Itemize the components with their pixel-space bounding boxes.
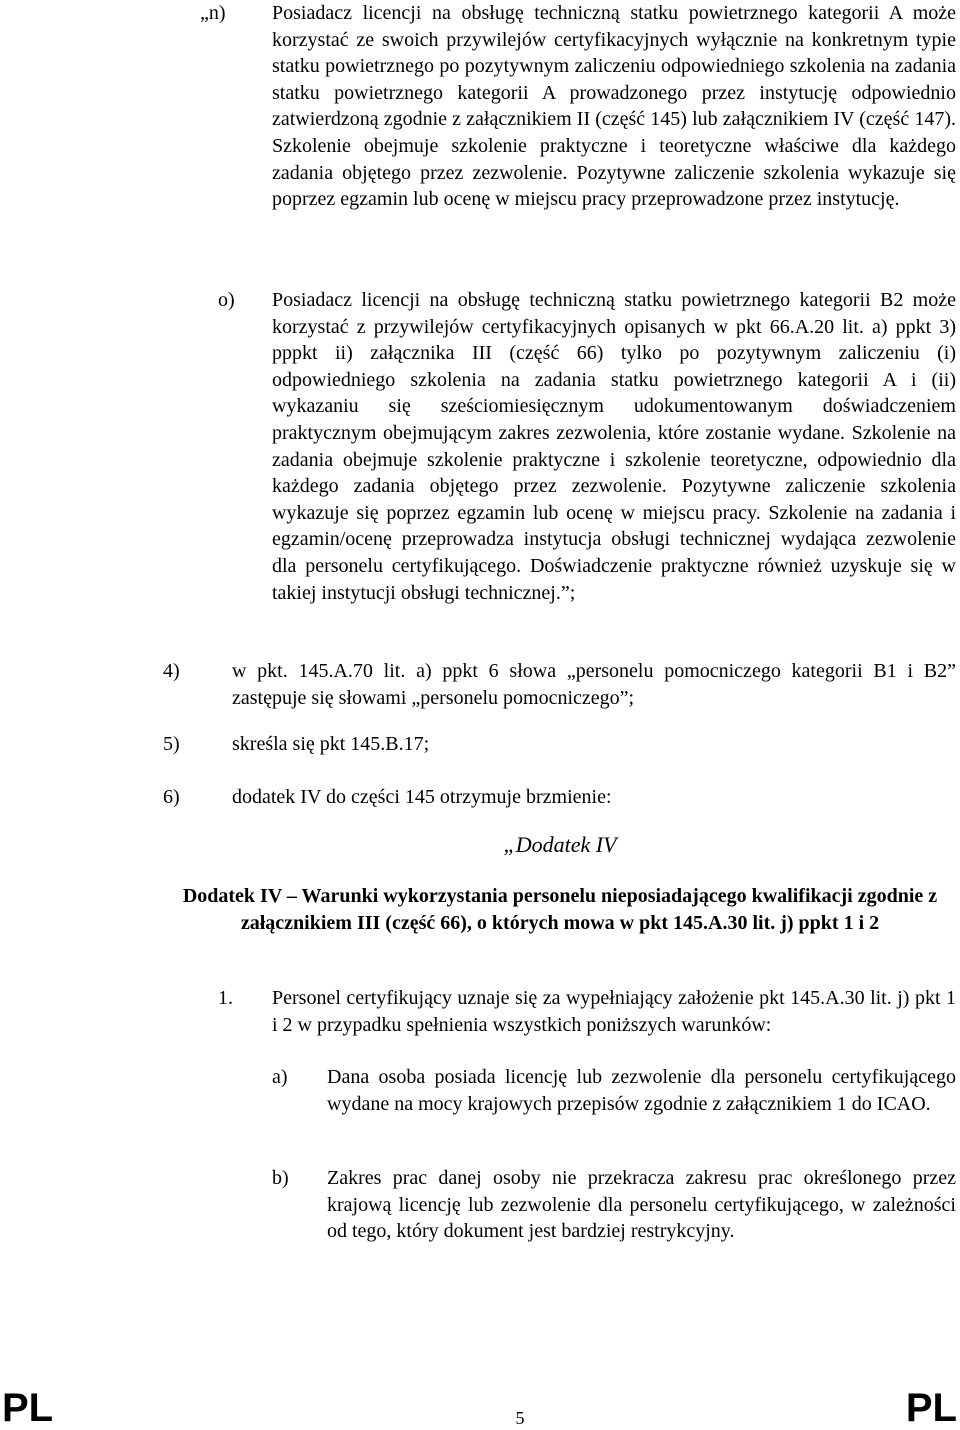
- footer-left-code: PL: [2, 1386, 54, 1430]
- page-number: 5: [515, 1408, 525, 1428]
- annex-heading: Dodatek IV – Warunki wykorzystania personelu nieposiadającego kwalifikacji zgodnie z załącznikiem III (część 66), o których mowa w pkt 145.A.30 lit. j) ppkt 1 i 2: [182, 885, 938, 934]
- footer-right-code: PL: [905, 1386, 957, 1430]
- item-o-label: o): [218, 289, 235, 311]
- item-o-text: Posiadacz licencji na obsługę techniczną statku powietrznego kategorii B2 może korzystać z przywilejów certyfikacyjnych opisanych w pkt 66.A.20 lit. a) ppkt 3) pppkt ii) załącznika III (część 66) tylko po pozytywnym zaliczeniu (i) odpowiedniego szkolenia na zadania statku powietrznego kategorii A i (ii) wykazaniu się sześciomiesięcznym udokumentowanym doświadczeniem praktycznym obejmującym zakres zezwolenia, które zostanie wydane. Szkolenie na zadania obejmuje szkolenie praktyczne i szkolenie teoretyczne, odpowiednio dla każdego zadania objętego przez zezwolenie. Pozytywne zaliczenie szkolenia wykazuje się poprzez egzamin lub ocenę w miejscu pracy. Szkolenie na zadania i egzamin/ocenę przeprowadza instytucja obsługi technicznej wydająca zezwolenie dla personelu certyfikującego. Doświadczenie praktyczne również uzyskuje się w takiej instytucji obsługi technicznej.”;: [272, 289, 956, 604]
- annex-sub-a-text: Dana osoba posiada licencję lub zezwolenie dla personelu certyfikującego wydane na mocy krajowych przepisów zgodnie z załącznikiem 1 do ICAO.: [327, 1066, 956, 1115]
- point-5-label: 5): [163, 733, 180, 755]
- annex-title: „Dodatek IV: [503, 832, 617, 857]
- annex-item-1-text: Personel certyfikujący uznaje się za wypełniający założenie pkt 145.A.30 lit. j) pkt 1 i 2 w przypadku spełnienia wszystkich poniższych warunków:: [272, 987, 956, 1036]
- point-6-text: dodatek IV do części 145 otrzymuje brzmienie:: [232, 786, 612, 808]
- point-5-text: skreśla się pkt 145.B.17;: [232, 733, 430, 755]
- annex-sub-b-label: b): [272, 1167, 289, 1189]
- annex-sub-b-text: Zakres prac danej osoby nie przekracza zakresu prac określonego przez krajową licencję lub zezwolenie dla personelu certyfikującego, w zależności od tego, który dokument jest bardziej restrykcyjny.: [327, 1167, 956, 1243]
- item-n-label: „n): [200, 2, 226, 24]
- annex-item-1-label: 1.: [218, 987, 233, 1009]
- point-4-text: w pkt. 145.A.70 lit. a) ppkt 6 słowa „personelu pomocniczego kategorii B1 i B2” zastępuje się słowami „personelu pomocniczego”;: [232, 660, 956, 709]
- item-n-text: Posiadacz licencji na obsługę techniczną statku powietrznego kategorii A może korzystać ze swoich przywilejów certyfikacyjnych wyłącznie na konkretnym typie statku powietrznego po pozytywnym zaliczeniu odpowiedniego szkolenia na zadania statku powietrznego kategorii A prowadzonego przez instytucję odpowiednio zatwierdzoną zgodnie z załącznikiem II (część 145) lub załącznikiem IV (część 147). Szkolenie obejmuje szkolenie praktyczne i teoretyczne właściwe dla każdego zadania objętego przez zezwolenie. Pozytywne zaliczenie szkolenia wykazuje się poprzez egzamin lub ocenę w miejscu pracy przeprowadzone przez instytucję.: [272, 2, 956, 211]
- point-4-label: 4): [163, 660, 180, 682]
- point-6-label: 6): [163, 786, 180, 808]
- annex-sub-a-label: a): [272, 1066, 288, 1088]
